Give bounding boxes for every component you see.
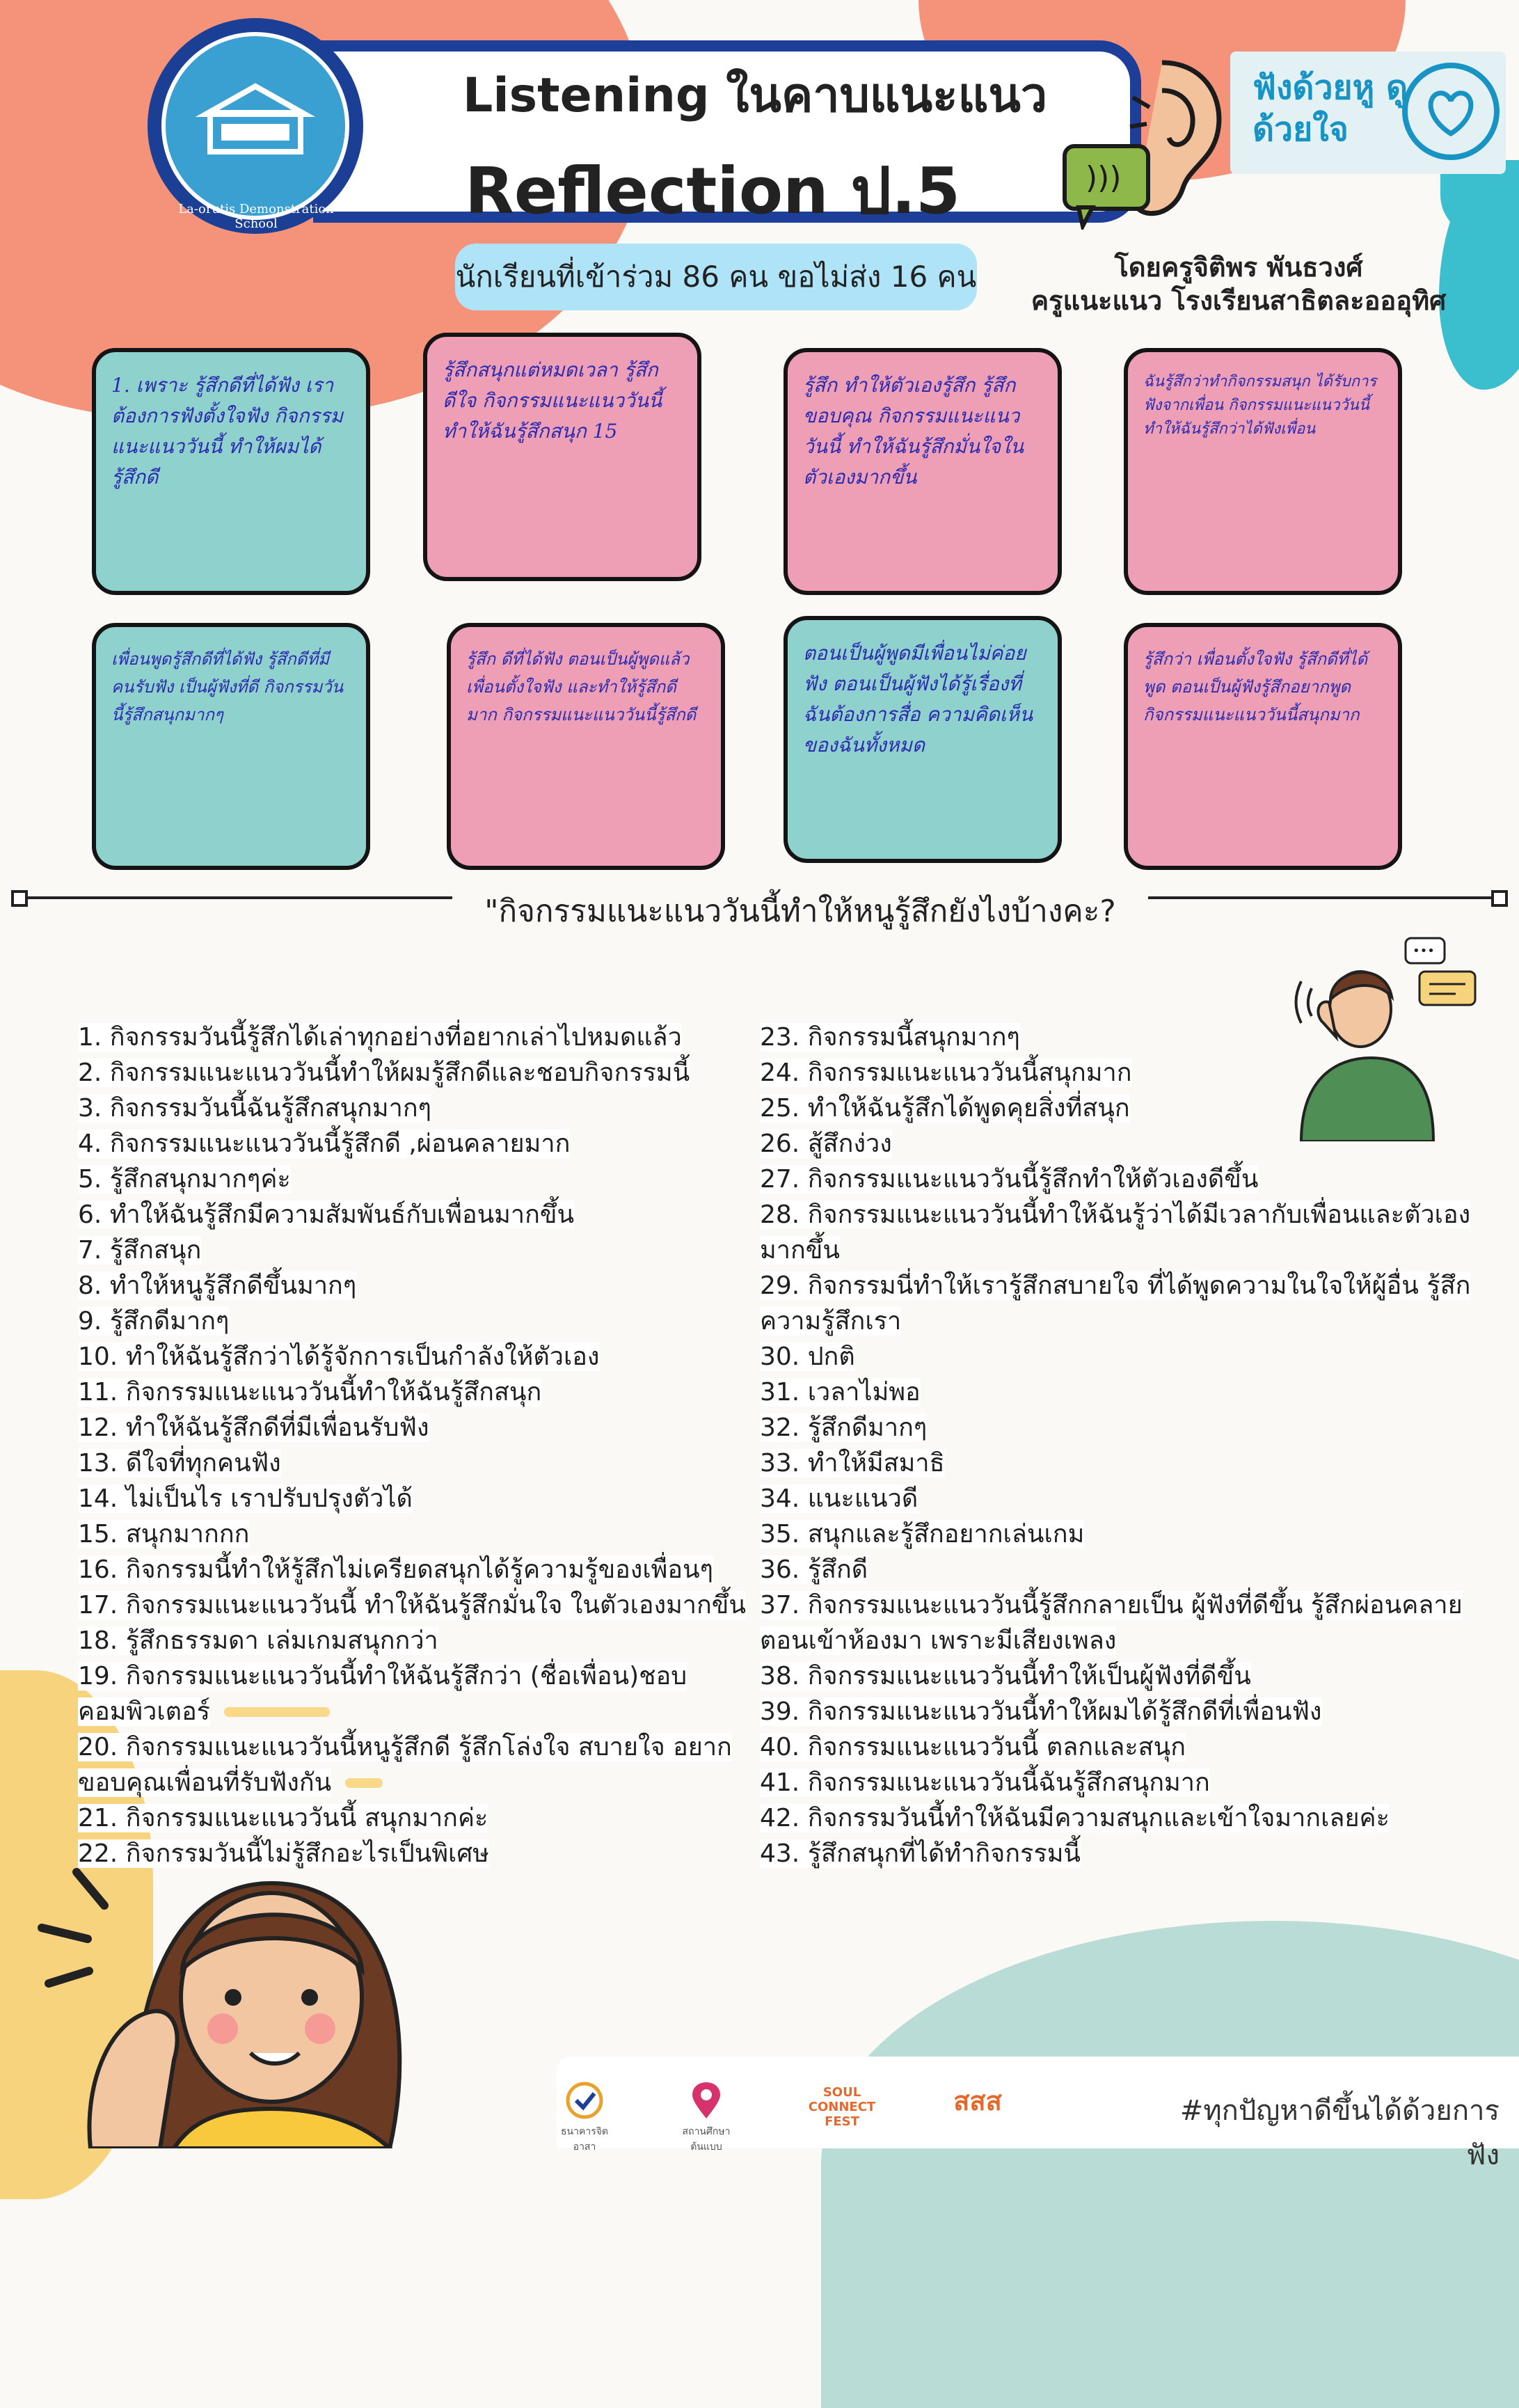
response-text: 4. กิจกรรมแนะแนววันนี้รู้สึกดี ,ผ่อนคลายมาก xyxy=(78,1130,571,1158)
response-text: 2. กิจกรรมแนะแนววันนี้ทำให้ผมรู้สึกดีและชอบกิจกรรมนี้ xyxy=(78,1059,690,1087)
footer-logo-1-label: ธนาคารจิตอาสา xyxy=(560,2126,609,2153)
note-photo-3 xyxy=(784,348,1062,595)
response-text: 8. ทำให้หนูรู้สึกดีขึ้นมากๆ xyxy=(78,1272,357,1300)
response-text: 33. ทำให้มีสมาธิ xyxy=(760,1449,945,1478)
response-text: 5. รู้สึกสนุกมากๆค่ะ xyxy=(78,1165,291,1194)
byline-name: โดยครูจิติพร พันธวงศ์ xyxy=(1114,252,1363,283)
response-text: 35. สนุกและรู้สึกอยากเล่นเกม xyxy=(760,1520,1085,1548)
response-text: 38. กิจกรรมแนะแนววันนี้ทำให้เป็นผู้ฟังที่ดีขึ้น xyxy=(760,1662,1251,1690)
response-text: 18. รู้สึกธรรมดา เล่มเกมสนุกกว่า xyxy=(78,1626,438,1655)
response-item xyxy=(760,1516,1497,1552)
response-item xyxy=(78,1410,774,1445)
response-text: 31. เวลาไม่พอ xyxy=(760,1378,921,1407)
response-item xyxy=(78,1445,774,1481)
responses-list-left xyxy=(78,1020,774,1871)
page-title-line2: Reflection ป.5 xyxy=(465,154,960,228)
response-item xyxy=(760,1552,1497,1587)
school-seal-text: La-orutis Demonstration School xyxy=(178,202,334,231)
footer-logo-1 xyxy=(550,2080,619,2155)
school-building-icon xyxy=(166,36,345,216)
note-photo-8 xyxy=(1124,623,1402,870)
footer-logo-2-label: สถานศึกษาต้นแบบ xyxy=(682,2126,731,2153)
response-item xyxy=(78,1375,774,1410)
response-text: 20. กิจกรรมแนะแนววันนี้หนูรู้สึกดี รู้สึกโล่งใจ สบายใจ อยาก xyxy=(78,1733,732,1761)
response-item xyxy=(760,1587,1497,1623)
footer-logo-3-label: SOUL CONNECT FEST xyxy=(808,2085,876,2129)
response-item xyxy=(760,1197,1497,1233)
response-text: 29. กิจกรรมนี่ทำให้เรารู้สึกสบายใจ ที่ได้พูดความในใจให้ผู้อื่น รู้สึก xyxy=(760,1272,1471,1300)
response-item xyxy=(760,1162,1497,1197)
response-text: 21. กิจกรรมแนะแนววันนี้ สนุกมากค่ะ xyxy=(78,1804,488,1832)
response-item xyxy=(760,1694,1497,1729)
note-photo-4 xyxy=(1124,348,1402,595)
response-text: 32. รู้สึกดีมากๆ xyxy=(760,1413,928,1442)
note-text: เพื่อนพูดรู้สึกดีที่ได้ฟัง รู้สึกดีที่มีคนรับฟัง เป็นผู้ฟังที่ดี กิจกรรมวันนี้รู้สึกสนุกมากๆ xyxy=(111,649,344,724)
response-item xyxy=(78,1268,774,1304)
response-text: มากขึ้น xyxy=(760,1236,840,1265)
response-item xyxy=(78,1694,774,1729)
response-item xyxy=(78,1020,774,1055)
divider-end-left xyxy=(11,890,28,907)
note-text: รู้สึก ดีที่ได้ฟัง ตอนเป็นผู้พูดแล้วเพื่อนตั้งใจฟัง และทำให้รู้สึกดีมาก กิจกรรมแนะแนววันนี้รู้สึกดี xyxy=(466,649,697,724)
response-text: 28. กิจกรรมแนะแนววันนี้ทำให้ฉันรู้ว่าได้มีเวลากับเพื่อนและตัวเอง xyxy=(760,1201,1471,1229)
response-item xyxy=(760,1765,1497,1800)
response-item xyxy=(760,1729,1497,1765)
response-text: 43. รู้สึกสนุกที่ได้ทำกิจกรรมนี้ xyxy=(760,1839,1081,1868)
heart-icon xyxy=(1399,56,1503,167)
response-item xyxy=(760,1091,1497,1126)
response-text: 41. กิจกรรมแนะแนววันนี้ฉันรู้สึกสนุกมาก xyxy=(760,1768,1210,1797)
response-item xyxy=(760,1836,1497,1871)
response-text: 42. กิจกรรมวันนี้ทำให้ฉันมีความสนุกและเข้าใจมากเลยค่ะ xyxy=(760,1804,1390,1832)
response-item xyxy=(760,1304,1497,1339)
participants-pill: นักเรียนที่เข้าร่วม 86 คน ขอไม่ส่ง 16 คน xyxy=(455,244,977,310)
response-item xyxy=(78,1800,774,1836)
response-text: 1. กิจกรรมวันนี้รู้สึกได้เล่าทุกอย่างที่อยากเล่าไปหมดแล้ว xyxy=(78,1023,682,1052)
note-photo-1 xyxy=(92,348,370,595)
response-text: 3. กิจกรรมวันนี้ฉันรู้สึกสนุกมากๆ xyxy=(78,1094,432,1123)
responses-list-right xyxy=(760,1020,1497,1871)
response-item xyxy=(760,1375,1497,1410)
response-text: ขอบคุณเพื่อนที่รับฟังกัน xyxy=(78,1768,332,1797)
response-text: 19. กิจกรรมแนะแนววันนี้ทำให้ฉันรู้สึกว่า (ชื่อเพื่อน)ชอบ xyxy=(78,1662,687,1690)
question-heading: "กิจกรรมแนะแนววันนี้ทำให้หนูรู้สึกยังไงบ้างคะ? xyxy=(452,884,1148,940)
response-item xyxy=(78,1516,774,1552)
footer-logo-4-label: สสส xyxy=(953,2086,1002,2116)
response-text: 27. กิจกรรมแนะแนววันนี้รู้สึกทำให้ตัวเองดีขึ้น xyxy=(760,1165,1259,1194)
response-item xyxy=(78,1304,774,1339)
school-seal-inner xyxy=(161,32,349,220)
response-text: 7. รู้สึกสนุก xyxy=(78,1236,202,1265)
response-item xyxy=(78,1658,774,1694)
response-item xyxy=(760,1233,1497,1268)
response-item xyxy=(78,1339,774,1375)
response-text: คอมพิวเตอร์ xyxy=(78,1697,211,1726)
response-item xyxy=(78,1587,774,1623)
response-item xyxy=(760,1055,1497,1091)
highlight-mark xyxy=(345,1778,383,1788)
note-photo-7 xyxy=(784,616,1062,863)
response-item xyxy=(78,1197,774,1233)
check-badge-icon xyxy=(564,2080,605,2121)
response-text: 23. กิจกรรมนี้สนุกมากๆ xyxy=(760,1023,1020,1052)
footer-logo-2 xyxy=(668,2080,745,2155)
response-text: 25. ทำให้ฉันรู้สึกได้พูดคุยสิ่งที่สนุก xyxy=(760,1094,1130,1123)
page-title-line1: Listening ในคาบแนะแนว xyxy=(463,68,1048,123)
response-item xyxy=(78,1729,774,1765)
response-text: 13. ดีใจที่ทุกคนฟัง xyxy=(78,1449,281,1478)
response-item xyxy=(78,1233,774,1268)
svg-text:))): ))) xyxy=(1085,160,1122,196)
note-text: รู้สึก ทำให้ตัวเองรู้สึก รู้สึก ขอบคุณ กิจกรรมแนะแนววันนี้ ทำให้ฉันรู้สึกมั่นใจในตัวเองมากขึ้น xyxy=(803,374,1024,489)
response-item xyxy=(78,1623,774,1658)
response-item xyxy=(78,1162,774,1197)
footer-logo-4 xyxy=(946,2080,1009,2122)
response-text: 12. ทำให้ฉันรู้สึกดีที่มีเพื่อนรับฟัง xyxy=(78,1413,429,1442)
response-item xyxy=(760,1268,1497,1304)
response-text: 17. กิจกรรมแนะแนววันนี้ ทำให้ฉันรู้สึกมั่นใจ ในตัวเองมากขึ้น xyxy=(78,1591,747,1619)
location-pin-icon xyxy=(685,2080,727,2121)
response-item xyxy=(760,1800,1497,1836)
response-item xyxy=(78,1481,774,1516)
byline xyxy=(988,251,1489,317)
response-text: 24. กิจกรรมแนะแนววันนี้สนุกมาก xyxy=(760,1059,1132,1087)
response-item xyxy=(78,1126,774,1162)
response-text: 6. ทำให้ฉันรู้สึกมีความสัมพันธ์กับเพื่อนมากขึ้น xyxy=(78,1201,575,1229)
response-text: 40. กิจกรรมแนะแนววันนี้ ตลกและสนุก xyxy=(760,1733,1186,1761)
response-item xyxy=(760,1658,1497,1694)
response-text: 39. กิจกรรมแนะแนววันนี้ทำให้ผมได้รู้สึกดีที่เพื่อนฟัง xyxy=(760,1697,1322,1726)
response-item xyxy=(760,1481,1497,1516)
response-item xyxy=(78,1765,774,1800)
brand-text: ฟังด้วยหู ดูด้วยใจ xyxy=(1252,68,1408,149)
note-photo-6 xyxy=(447,623,725,870)
footer-hashtag: #ทุกปัญหาดีขึ้นได้ด้วยการฟัง xyxy=(1179,2095,1500,2171)
footer-logo-3 xyxy=(793,2080,891,2129)
note-text: รู้สึกสนุกแต่หมดเวลา รู้สึกดีใจ กิจกรรมแนะแนววันนี้ ทำให้ฉันรู้สึกสนุก 15 xyxy=(443,358,662,443)
response-item xyxy=(760,1445,1497,1481)
response-item xyxy=(760,1623,1497,1658)
response-item xyxy=(760,1339,1497,1375)
response-text: 14. ไม่เป็นไร เราปรับปรุงตัวได้ xyxy=(78,1484,413,1513)
listening-woman-illustration xyxy=(0,1851,501,2148)
response-item xyxy=(78,1091,774,1126)
note-photo-2 xyxy=(423,333,701,581)
response-item xyxy=(78,1552,774,1587)
highlight-mark xyxy=(224,1707,330,1717)
byline-role: ครูแนะแนว โรงเรียนสาธิตละอออุทิศ xyxy=(1031,285,1447,316)
response-item xyxy=(760,1020,1497,1055)
note-text: รู้สึกว่า เพื่อนตั้งใจฟัง รู้สึกดีที่ได้พูด ตอนเป็นผู้ฟังรู้สึกอยากพูด กิจกรรมแนะแนววันนี้สนุกมาก xyxy=(1143,649,1368,724)
response-text: 11. กิจกรรมแนะแนววันนี้ทำให้ฉันรู้สึกสนุก xyxy=(78,1378,542,1407)
ear-icon xyxy=(1058,49,1232,230)
response-text: 22. กิจกรรมวันนี้ไม่รู้สึกอะไรเป็นพิเศษ xyxy=(78,1839,489,1868)
response-text: 10. ทำให้ฉันรู้สึกว่าได้รู้จักการเป็นกำลังให้ตัวเอง xyxy=(78,1342,600,1371)
response-text: 26. สู้สึกง่วง xyxy=(760,1130,892,1158)
response-text: ตอนเข้าห้องมา เพราะมีเสียงเพลง xyxy=(760,1626,1117,1655)
response-text: 36. รู้สึกดี xyxy=(760,1555,868,1584)
response-item xyxy=(760,1126,1497,1162)
note-text: ตอนเป็นผู้พูดมีเพื่อนไม่ค่อยฟัง ตอนเป็นผู้ฟังได้รู้เรื่องที่ฉันต้องการสื่อ ความคิดเห็นของฉันทั้งหมด xyxy=(803,642,1033,757)
response-item xyxy=(78,1055,774,1091)
response-item xyxy=(760,1410,1497,1445)
response-text: 37. กิจกรรมแนะแนววันนี้รู้สึกกลายเป็น ผู้ฟังที่ดีขึ้น รู้สึกผ่อนคลาย xyxy=(760,1591,1463,1619)
svg-text:•••: ••• xyxy=(1413,944,1435,958)
response-text: 15. สนุกมากกก xyxy=(78,1520,250,1548)
divider-end-right xyxy=(1491,890,1508,907)
note-text: ฉันรู้สึกว่าทำกิจกรรมสนุก ได้รับการฟังจากเพื่อน กิจกรรมแนะแนววันนี้ทำให้ฉันรู้สึกว่าได้ฟังเพื่อน xyxy=(1143,373,1377,438)
response-text: ความรู้สึกเรา xyxy=(760,1307,902,1336)
response-text: 34. แนะแนวดี xyxy=(760,1484,918,1513)
response-text: 9. รู้สึกดีมากๆ xyxy=(78,1307,230,1336)
response-text: 16. กิจกรรมนี้ทำให้รู้สึกไม่เครียดสนุกได้รู้ความรู้ของเพื่อนๆ xyxy=(78,1555,713,1584)
note-photo-5 xyxy=(92,623,370,870)
note-text: 1. เพราะ รู้สึกดีที่ได้ฟัง เราต้องการฟังตั้งใจฟัง กิจกรรมแนะแนววันนี้ ทำให้ผมได้รู้สึกดี xyxy=(111,374,344,489)
response-text: 30. ปกติ xyxy=(760,1342,855,1371)
